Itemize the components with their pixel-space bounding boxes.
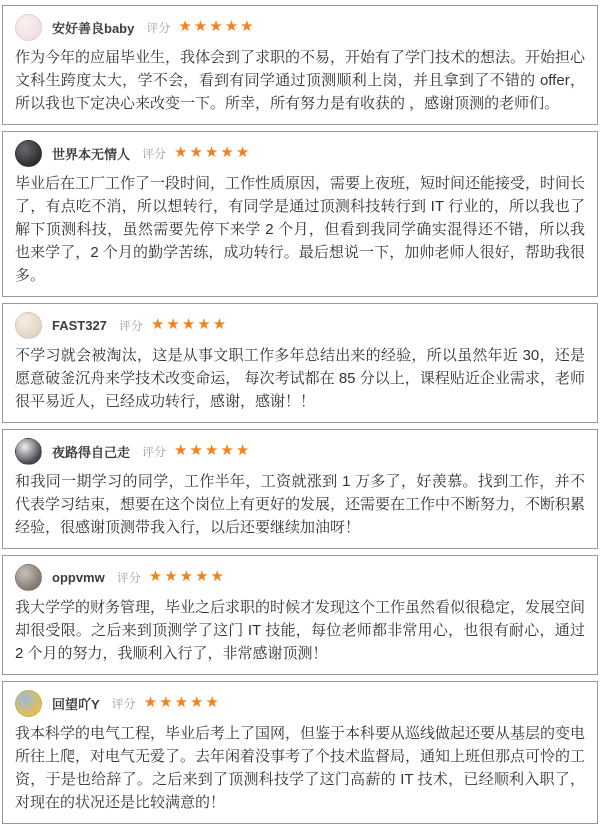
rating-stars-icon: ★★★★★ — [143, 693, 221, 711]
review-text: 和我同一期学习的同学，工作半年，工资就涨到 1 万多了，好羡慕。找到工作，并不代表学习结束，想要在这个岗位上有更好的发展，还需要在工作中不断努力，不断积累经验，很感谢顶测带我入行，以后还要继续加油呀！ — [15, 473, 586, 536]
avatar-pink-anime-girl-icon — [15, 14, 42, 41]
review-text: 我大学学的财务管理，毕业之后求职的时候才发现这个工作虽然看似很稳定，发展空间却很受限。之后来到顶测学了这门 IT 技能，每位老师都非常用心，也很有耐心，通过 2 个月的努力，我顺利入行了，非常感谢顶测！ — [15, 599, 586, 662]
review-card — [2, 131, 598, 297]
review-card — [2, 681, 598, 824]
review-header — [15, 437, 585, 465]
review-header — [15, 689, 585, 717]
rating-stars-icon: ★★★★★ — [150, 315, 229, 333]
review-card — [2, 555, 598, 675]
avatar-yellow-hair-cartoon-icon — [15, 690, 42, 717]
avatar-gray-person-icon — [15, 564, 42, 591]
rating-stars-icon: ★★★★★ — [148, 567, 226, 585]
review-header — [15, 311, 585, 339]
username: FAST327 — [52, 317, 107, 333]
review-text: 不学习就会被淘汰，这是从事文职工作多年总结出来的经验，所以虽然年近 30，还是愿意破釜沉舟来学技术改变命运， 每次考试都在 85 分以上，课程贴近企业需求，老师很平易近人，已经成功转行，感谢，感谢！！ — [15, 347, 585, 410]
username: 安好善良baby — [52, 20, 135, 36]
username: oppvmw — [52, 569, 105, 585]
review-text: 我本科学的电气工程，毕业后考上了国网，但鉴于本科要从巡线做起还要从基层的变电所往上爬，对电气无爱了。去年闲着没事考了个技术监督局，通知上班但那点可怜的工资，于是也给辞了。之后来到了顶测科技学了这门高薪的 IT 技术，已经顺利入职了，对现在的状况还是比较满意的！ — [15, 725, 586, 811]
username: 回望吖Y — [52, 696, 100, 712]
review-header — [15, 13, 585, 41]
review-text: 毕业后在工厂工作了一段时间，工作性质原因，需要上夜班，短时间还能接受，时间长了，有点吃不消，所以想转行，有同学是通过顶测科技转行到 IT 行业的，所以我也了解下顶测科技，虽然需要先停下来学 2 个月，但看到我同学确实混得还不错，所以我也来学了，2 个月的勤学苦练，成功转行。最后想说一下，加帅老师人很好，帮助我很多。 — [15, 175, 586, 284]
rating-stars-icon: ★★★★★ — [178, 17, 256, 35]
rating-stars-icon: ★★★★★ — [174, 143, 252, 161]
rating-stars-icon: ★★★★★ — [174, 441, 252, 459]
username: 夜路得自己走 — [52, 444, 131, 460]
rating-label: 评分 — [118, 318, 143, 333]
rating-label: 评分 — [111, 696, 136, 711]
review-header — [15, 139, 585, 167]
rating-label: 评分 — [142, 444, 167, 459]
review-text: 作为今年的应届毕业生，我体会到了求职的不易，开始有了学门技术的想法。开始担心文科生跨度太大，学不会，看到有同学通过顶测顺利上岗，并且拿到了不错的 offer，所以我也下定决心来改变一下。所幸，所有努力是有收获的 ，感谢顶测的老师们。 — [15, 49, 586, 112]
avatar-panda-cartoon-icon — [15, 438, 42, 465]
rating-label: 评分 — [146, 20, 171, 35]
username: 世界本无情人 — [52, 146, 131, 162]
review-header — [15, 563, 585, 591]
avatar-hamster-cartoon-icon — [15, 312, 42, 339]
review-card — [2, 303, 598, 423]
rating-label: 评分 — [142, 146, 167, 161]
review-card — [2, 429, 598, 549]
avatar-dark-haired-person-icon — [15, 140, 42, 167]
rating-label: 评分 — [116, 570, 141, 585]
review-card — [2, 5, 598, 125]
